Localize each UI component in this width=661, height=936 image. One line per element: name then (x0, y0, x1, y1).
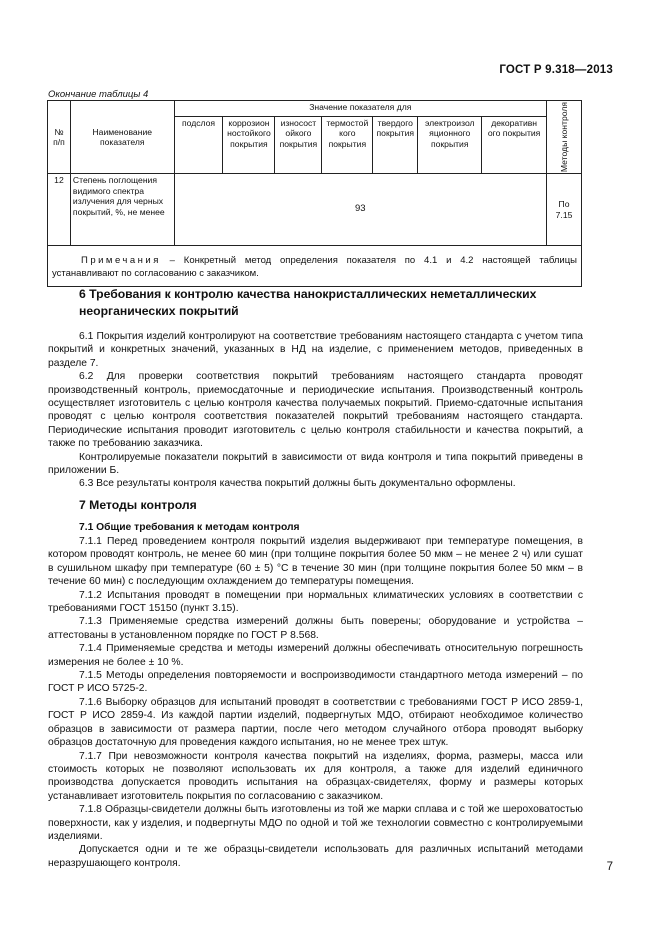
col-header-name: Наименование показателя (70, 101, 174, 174)
paragraph: 7.1.6 Выборку образцов для испытаний проводят в соответствии с требованиями ГОСТ Р ИСО 2859-1, ГОСТ Р ИСО 2859-4. Из каждой партии изделий, подвергнутых МДО, отбирают необходимое количество образцов в зависимости от размера партии, после чего методом случайного отбора проводят выборку образцов достаточную для проведения каждого испытания, но не менее трех штук. (48, 696, 583, 749)
table-caption: Окончание таблицы 4 (48, 89, 149, 100)
col-header-insulation: электроизол яционного покрытия (418, 116, 482, 174)
col-header-thermal: термостой кого покрытия (322, 116, 373, 174)
col-header-layer: подслоя (174, 116, 223, 174)
paragraph: 6.1 Покрытия изделий контролируют на соответствие требованиям настоящего стандарта с учетом типа покрытий и конкретных значений, указанных в НД на изделие, с применением методов, приведенных в разделе 7. (48, 331, 583, 369)
paragraph: 6.2 Для проверки соответствия покрытий требованиям настоящего стандарта проводят производственный контроль, приемосдаточные и периодические испытания. Производственный контроль осуществляет изготовитель с целью контроля качества получаемых покрытий. Приемо-сдаточные испытания проводят с целью контроля соответствия показателей покрытий требованиям настоящего стандарта. Периодические испытания проводит изготовитель с целью контроля стабильности и качества покрытий, а также по требованию заказчика. (48, 371, 583, 450)
paragraph: 7.1.8 Образцы-свидетели должны быть изготовлены из той же марки сплава и с той же шероховатостью поверхности, как у изделия, и подвергнуты МДО по одной и той же технологии совместно с контролируемыми изделиями. (48, 804, 583, 842)
paragraph: 7.1.2 Испытания проводят в помещении при нормальных климатических условиях в соответствии с требованиями ГОСТ 15150 (пункт 3.15). (48, 589, 583, 615)
paragraph: 7.1.7 При невозможности контроля качества покрытий на изделиях, форма, размеры, масса или стоимость которых не позволяют использовать их для контроля, а также для изделий единичного производства допускается проводить испытания на образцах-свидетелях, форму и размеры которых устанавливает изготовитель покрытия по согласованию с заказчиком. (48, 750, 583, 802)
section-6-title: 6 Требования к контролю качества нанокристаллических неметаллических неорганических покрытий (79, 287, 537, 318)
subsection-7-1-title: 7.1 Общие требования к методам контроля (79, 522, 300, 533)
paragraph: 7.1.5 Методы определения повторяемости и воспроизводимости стандартного метода измерений – по ГОСТ Р ИСО 5725-2. (48, 670, 583, 695)
col-header-hard: твердого покрытия (373, 116, 418, 174)
note-heading: Примечания (81, 255, 161, 267)
col-header-corrosion: коррозион ностойкого покрытия (223, 116, 275, 174)
paragraph: 7.1.1 Перед проведением контроля покрытий изделия выдерживают при температуре помещения, в котором проводят контроль, не менее 60 мин (при толщине покрытия более 50 мкм – не менее 2 ч) или сушат в сушильном шкафу при температуре (60 ± 5) °С в течение 30 мин (при толщине покрытия более 50 мкм – в течение 60 мин) с последующим охлаждением до температуры помещения. (48, 536, 583, 588)
row-method: По 7.15 (547, 174, 582, 246)
section-7-title: 7 Методы контроля (79, 498, 197, 512)
row-name: Степень поглощения видимого спектра излучения для черных покрытий, %, не менее (70, 174, 174, 246)
paragraph: 7.1.4 Применяемые средства и методы измерений должны обеспечивать относительную погрешность измерения не более ± 10 %. (48, 643, 583, 668)
standard-header: ГОСТ Р 9.318—2013 (499, 64, 613, 76)
row-number: 12 (48, 174, 71, 246)
methods-vertical-label: Методы контроля (558, 102, 569, 173)
section-6-text (48, 330, 583, 491)
table-row (48, 174, 582, 246)
paragraph: 7.1.3 Применяемые средства измерений должны быть поверены; оборудование и устройства – аттестованы в установленном порядке по ГОСТ Р 8.568. (48, 616, 583, 641)
note-text: – Конкретный метод определения показателя по 4.1 и 4.2 настоящей таблицы устанавливают по согласованию с заказчиком. (52, 255, 577, 280)
table-note-row (48, 246, 582, 287)
col-header-decorative: декоративн ого покрытия (482, 116, 547, 174)
section-7-text (48, 535, 583, 870)
col-header-methods (547, 101, 582, 174)
paragraph: Контролируемые показатели покрытий в зависимости от вида контроля и типа покрытий приведены в приложении Б. (48, 451, 583, 477)
paragraph: Допускается одни и те же образцы-свидетели использовать для различных испытаний методами неразрушающего контроля. (48, 844, 583, 869)
paragraph: 6.3 Все результаты контроля качества покрытий должны быть документально оформлены. (79, 478, 516, 490)
col-header-number: № п/п (48, 101, 71, 174)
row-value: 93 (174, 174, 547, 246)
table-note (48, 246, 582, 287)
indicator-table (47, 100, 582, 287)
col-group-header: Значение показателя для (174, 101, 547, 117)
col-header-wear: износост ойкого покрытия (275, 116, 322, 174)
page-number: 7 (606, 861, 613, 873)
